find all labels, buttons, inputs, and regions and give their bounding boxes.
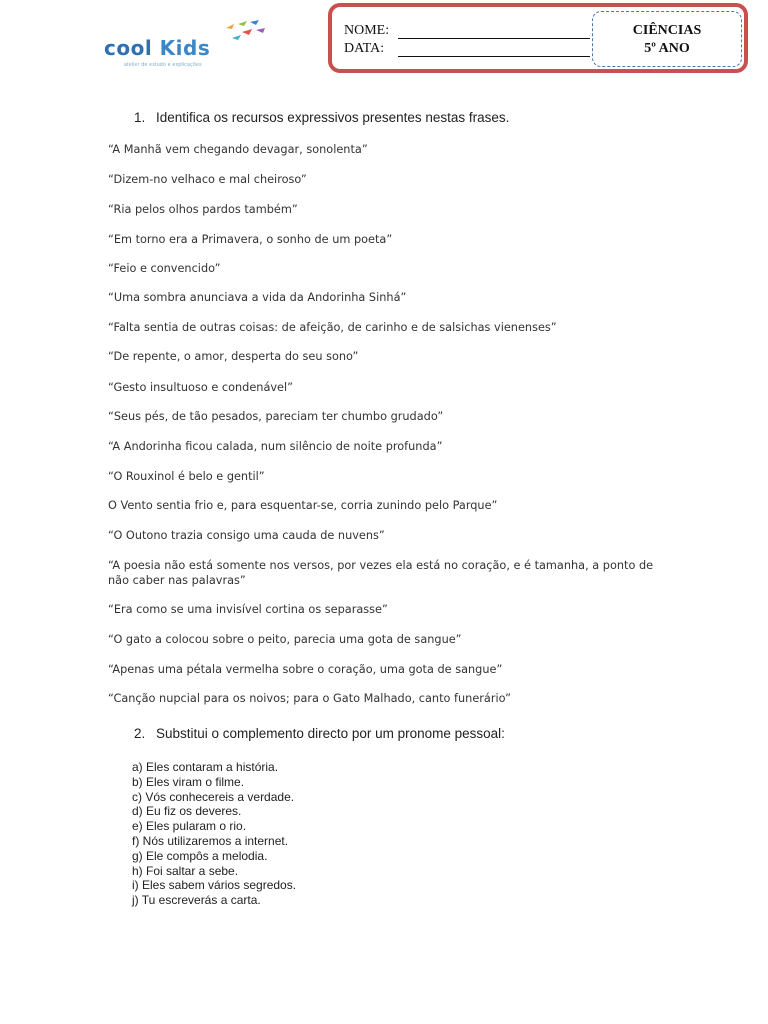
- sentence-item: “O Rouxinol é belo e gentil”: [108, 470, 265, 483]
- grade-label: 5º ANO: [644, 41, 690, 56]
- sentence-item: “Dizem-no velhaco e mal cheiroso”: [108, 173, 307, 186]
- logo-wordmark: cool Kids: [104, 36, 211, 60]
- sentence-item: “Feio e convencido”: [108, 262, 221, 275]
- date-field[interactable]: [344, 41, 384, 57]
- subject-box: [592, 11, 742, 67]
- date-line[interactable]: [398, 56, 590, 57]
- list-item: d) Eu fiz os deveres.: [132, 804, 242, 819]
- list-item: h) Foi saltar a sebe.: [132, 863, 239, 878]
- list-item: b) Eles viram o filme.: [132, 774, 245, 789]
- question-2-title: [134, 726, 505, 741]
- date-label: DATA:: [344, 41, 385, 56]
- birds-icon: [222, 18, 272, 48]
- sentence-item: “O gato a colocou sobre o peito, parecia uma gota de sangue”: [108, 633, 462, 646]
- name-line[interactable]: [398, 38, 590, 39]
- sentence-item: “Apenas uma pétala vermelha sobre o coração, uma gota de sangue”: [108, 663, 503, 676]
- sentence-item: “Uma sombra anunciava a vida da Andorinha Sinhá”: [108, 291, 407, 304]
- exercise-list: [132, 760, 296, 908]
- question-1-number: 1.: [134, 110, 146, 125]
- list-item: i) Eles sabem vários segredos.: [132, 878, 297, 893]
- sentence-item: “Era como se uma invisível cortina os separasse”: [108, 603, 388, 616]
- question-1-title: [134, 110, 509, 125]
- sentence-item: “Falta sentia de outras coisas: de afeição, de carinho e de salsichas vienenses”: [108, 321, 557, 334]
- sentence-item: “Ria pelos olhos pardos também”: [108, 203, 298, 216]
- list-item: e) Eles pularam o rio.: [132, 819, 247, 834]
- question-2-number: 2.: [134, 726, 146, 741]
- sentence-item: “Seus pés, de tão pesados, pareciam ter chumbo grudado”: [108, 410, 444, 423]
- sentence-item: O Vento sentia frio e, para esquentar-se, corria zunindo pelo Parque”: [108, 499, 498, 512]
- question-2-text: Substitui o complemento directo por um pronome pessoal:: [156, 726, 505, 741]
- sentence-item: “A Manhã vem chegando devagar, sonolenta”: [108, 143, 368, 156]
- sentence-item: “De repente, o amor, desperta do seu sono”: [108, 350, 359, 363]
- sentence-item: “A poesia não está somente nos versos, por vezes ela está no coração, e é tamanha, a ponto de não caber nas palavras”: [108, 559, 654, 587]
- list-item: c) Vós conhecereis a verdade.: [132, 789, 295, 804]
- student-info-box: [328, 3, 748, 73]
- list-item: a) Eles contaram a história.: [132, 760, 279, 774]
- sentence-item: “O Outono trazia consigo uma cauda de nuvens”: [108, 529, 385, 542]
- question-1-text: Identifica os recursos expressivos presentes nestas frases.: [156, 110, 510, 125]
- sentence-item: “Em torno era a Primavera, o sonho de um poeta”: [108, 233, 393, 246]
- list-item: j) Tu escreverás a carta.: [132, 893, 261, 908]
- name-label: NOME:: [344, 23, 390, 38]
- logo-subtitle: atelier de estudo e explicações: [124, 62, 202, 68]
- list-item: g) Ele compôs a melodia.: [132, 848, 268, 863]
- cool-kids-logo: [104, 18, 276, 70]
- sentence-item: “Canção nupcial para os noivos; para o Gato Malhado, canto funerário”: [108, 692, 511, 705]
- list-item: f) Nós utilizaremos a internet.: [132, 833, 289, 848]
- sentence-item: “A Andorinha ficou calada, num silêncio de noite profunda”: [108, 440, 443, 453]
- name-field[interactable]: [344, 23, 389, 39]
- sentence-item: “Gesto insultuoso e condenável”: [108, 381, 293, 394]
- subject-title: CIÊNCIAS: [632, 23, 702, 38]
